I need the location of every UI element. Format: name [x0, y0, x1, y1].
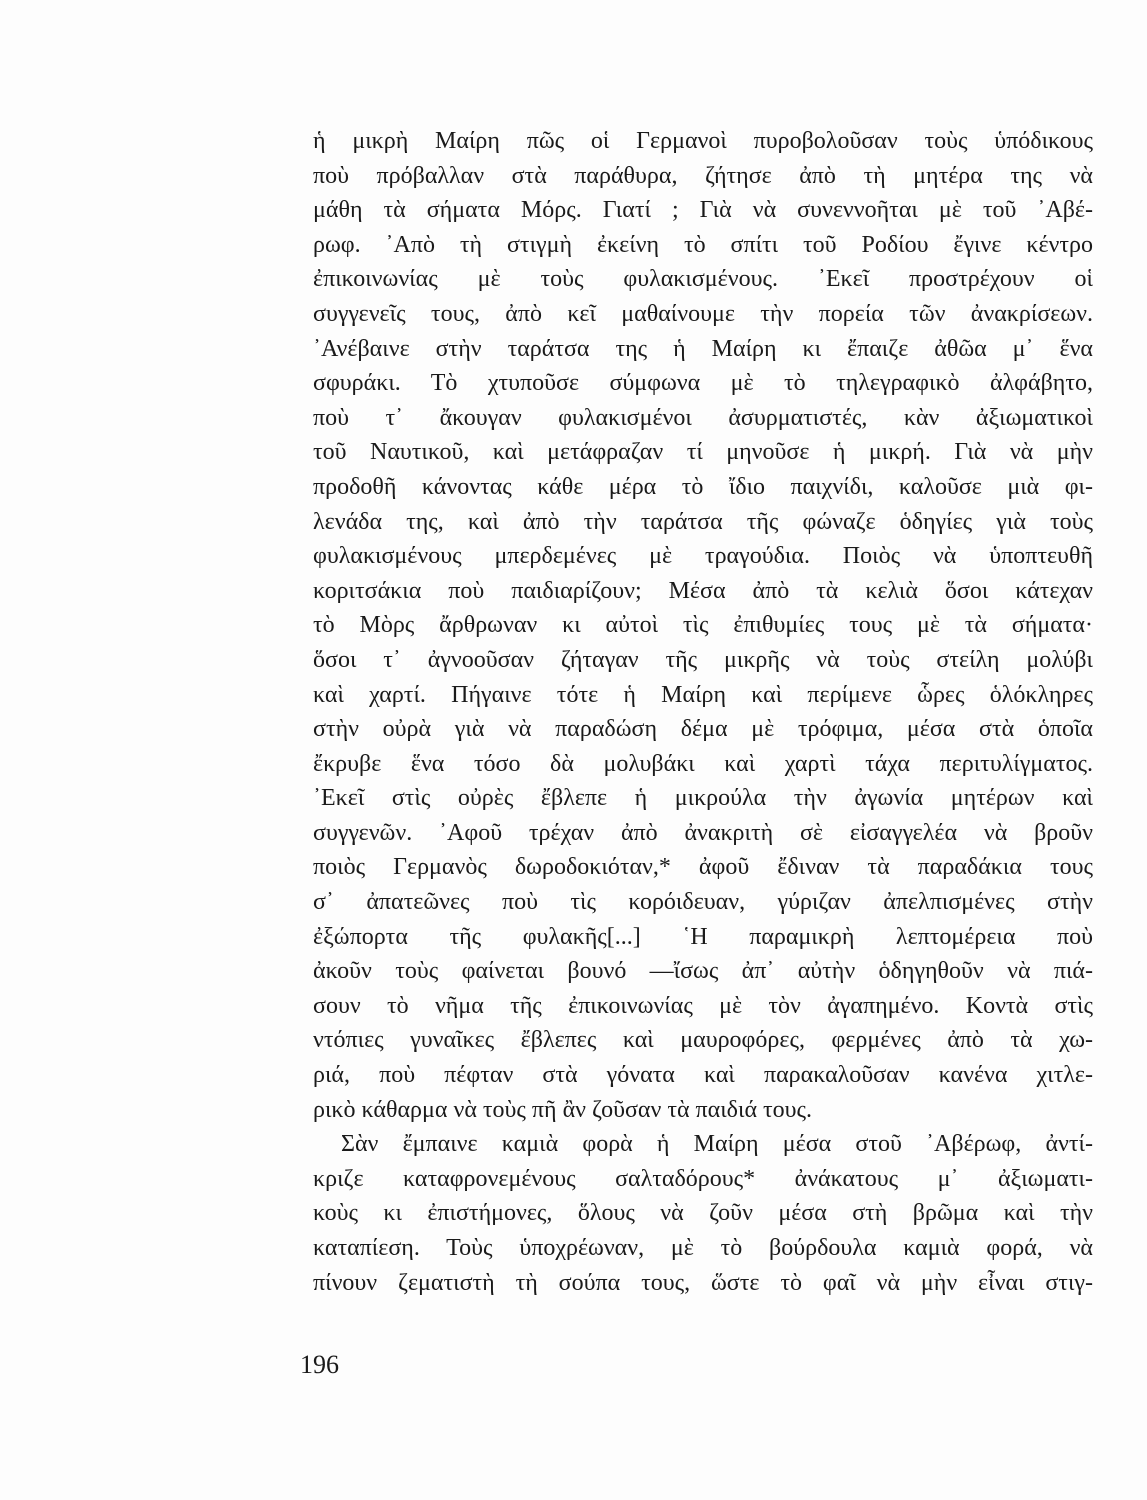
text-line: συγγενῶν. ᾿Αφοῦ τρέχαν ἀπὸ ἀνακριτὴ σὲ εἰσαγγελέα νὰ βροῦν: [313, 819, 1093, 846]
text-line: σφυράκι. Τὸ χτυποῦσε σύμφωνα μὲ τὸ τηλεγραφικὸ ἀλφάβητο,: [313, 370, 1093, 397]
text-line: ποὺ πρόβαλλαν στὰ παράθυρα, ζήτησε ἀπὸ τὴ μητέρα της νὰ: [313, 162, 1093, 189]
text-line: ἐπικοινωνίας μὲ τοὺς φυλακισμένους. ᾿Εκεῖ προστρέχουν οἱ: [313, 266, 1093, 293]
text-line: Σὰν ἔμπαινε καμιὰ φορὰ ἡ Μαίρη μέσα στοῦ ᾿Αβέρωφ, ἀντί-: [341, 1131, 1093, 1158]
text-line: κριζε καταφρονεμένους σαλταδόρους* ἀνάκατους μ᾿ ἀξιωματι-: [313, 1165, 1093, 1192]
text-line: ᾿Ανέβαινε στὴν ταράτσα της ἡ Μαίρη κι ἔπαιζε ἀθῶα μ᾿ ἕνα: [313, 335, 1093, 362]
text-line: φυλακισμένους μπερδεμένες μὲ τραγούδια. Ποιὸς νὰ ὑποπτευθῆ: [313, 543, 1093, 570]
text-line: λενάδα της, καὶ ἀπὸ τὴν ταράτσα τῆς φώναζε ὁδηγίες γιὰ τοὺς: [313, 508, 1093, 535]
text-line: ντόπιες γυναῖκες ἔβλεπες καὶ μαυροφόρες, φερμένες ἀπὸ τὰ χω-: [313, 1027, 1093, 1054]
text-line: τὸ Μὸρς ἄρθρωναν κι αὐτοὶ τὶς ἐπιθυμίες τους μὲ τὰ σήματα·: [313, 612, 1093, 639]
text-line: συγγενεῖς τους, ἀπὸ κεῖ μαθαίνουμε τὴν πορεία τῶν ἀνακρίσεων.: [313, 300, 1093, 327]
text-line: καταπίεση. Τοὺς ὑποχρέωναν, μὲ τὸ βούρδουλα καμιὰ φορά, νὰ: [313, 1235, 1093, 1261]
text-line: κοὺς κι ἐπιστήμονες, ὅλους νὰ ζοῦν μέσα στὴ βρῶμα καὶ τὴν: [313, 1200, 1093, 1227]
text-line: καὶ χαρτί. Πήγαινε τότε ἡ Μαίρη καὶ περίμενε ὧρες ὁλόκληρες: [313, 681, 1093, 708]
text-line: ρικὸ κάθαρμα νὰ τοὺς πῆ ἂν ζοῦσαν τὰ παιδιά τους.: [313, 1096, 813, 1123]
text-line: τοῦ Ναυτικοῦ, καὶ μετάφραζαν τί μηνοῦσε ἡ μικρή. Γιὰ νὰ μὴν: [313, 439, 1093, 466]
body-text: [313, 124, 1093, 1300]
text-line: σουν τὸ νῆμα τῆς ἐπικοινωνίας μὲ τὸν ἀγαπημένο. Κοντὰ στὶς: [313, 992, 1093, 1019]
text-line: ᾿Εκεῖ στὶς οὐρὲς ἔβλεπε ἡ μικρούλα τὴν ἀγωνία μητέρων καὶ: [313, 785, 1093, 812]
text-line: προδοθῆ κάνοντας κάθε μέρα τὸ ἴδιο παιχνίδι, καλοῦσε μιὰ φι-: [313, 473, 1093, 500]
paragraph-2: [313, 1127, 1093, 1300]
text-line: στὴν οὐρὰ γιὰ νὰ παραδώση δέμα μὲ τρόφιμα, μέσα στὰ ὁποῖα: [313, 716, 1093, 743]
text-line: κοριτσάκια ποὺ παιδιαρίζουν; Μέσα ἀπὸ τὰ κελιὰ ὅσοι κάτεχαν: [313, 577, 1093, 604]
text-line: ὅσοι τ᾿ ἀγνοοῦσαν ζήταγαν τῆς μικρῆς νὰ τοὺς στείλη μολύβι: [313, 646, 1093, 673]
text-line: σ᾿ ἀπατεῶνες ποὺ τὶς κορόιδευαν, γύριζαν ἀπελπισμένες στὴν: [313, 889, 1093, 916]
text-line: ποὺ τ᾿ ἄκουγαν φυλακισμένοι ἀσυρματιστές, κὰν ἀξιωματικοὶ: [313, 404, 1093, 431]
text-line: ἔκρυβε ἕνα τόσο δὰ μολυβάκι καὶ χαρτὶ τάχα περιτυλίγματος.: [313, 750, 1093, 777]
text-line: ποιὸς Γερμανὸς δωροδοκιόταν,* ἀφοῦ ἔδιναν τὰ παραδάκια τους: [313, 854, 1093, 881]
text-line: μάθη τὰ σήματα Μόρς. Γιατί ; Γιὰ νὰ συνεννοῆται μὲ τοῦ ᾿Αβέ-: [313, 197, 1093, 224]
text-line: ρωφ. ᾿Απὸ τὴ στιγμὴ ἐκείνη τὸ σπίτι τοῦ Ροδίου ἔγινε κέντρο: [313, 231, 1093, 258]
text-line: ἐξώπορτα τῆς φυλακῆς[...] ῾Η παραμικρὴ λεπτομέρεια ποὺ: [313, 923, 1093, 950]
text-line: πίνουν ζεματιστὴ τὴ σούπα τους, ὥστε τὸ φαῖ νὰ μὴν εἶναι στιγ-: [313, 1269, 1093, 1296]
page-number: 196: [300, 1350, 339, 1379]
text-line: ἡ μικρὴ Μαίρη πῶς οἱ Γερμανοὶ πυροβολοῦσαν τοὺς ὑπόδικους: [313, 128, 1093, 154]
text-line: ριά, ποὺ πέφταν στὰ γόνατα καὶ παρακαλοῦσαν κανένα χιτλε-: [313, 1062, 1093, 1089]
paragraph-1: [313, 124, 1093, 1127]
text-line: ἀκοῦν τοὺς φαίνεται βουνό —ἴσως ἀπ᾿ αὐτὴν ὁδηγηθοῦν νὰ πιά-: [313, 958, 1093, 985]
